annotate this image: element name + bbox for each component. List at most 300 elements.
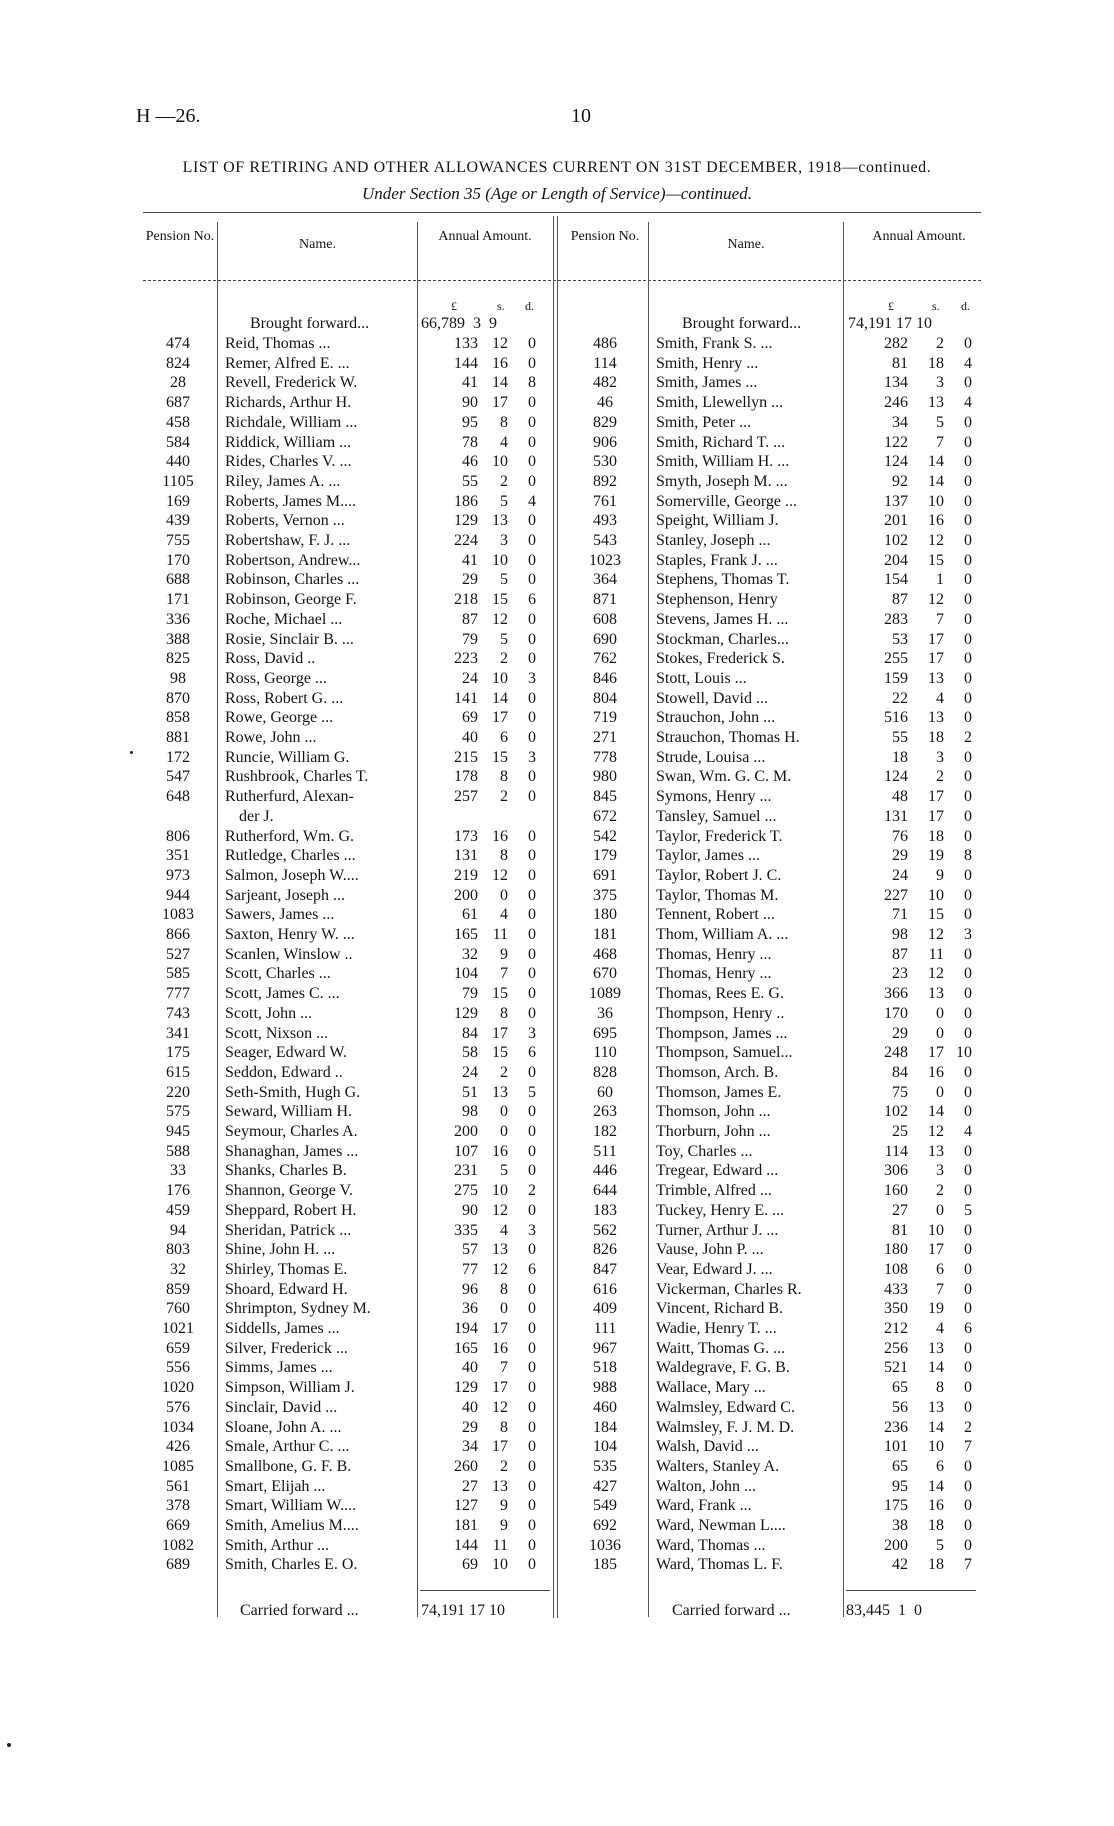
amount-pounds: 27 bbox=[462, 1477, 478, 1495]
amount-pounds: 46 bbox=[462, 453, 478, 471]
pensioner-name: Vickerman, Charles R. bbox=[656, 1280, 802, 1298]
amount-pounds: 25 bbox=[892, 1123, 908, 1140]
amount-pounds: 212 bbox=[884, 1320, 908, 1337]
amount-pence: 3 bbox=[964, 926, 972, 943]
pension-number: 1023 bbox=[589, 551, 621, 569]
amount-shillings: 5 bbox=[936, 413, 944, 431]
amount-pence: 0 bbox=[964, 748, 972, 766]
amount-shillings: 5 bbox=[500, 1162, 508, 1180]
amount-shillings: 3 bbox=[936, 1162, 944, 1180]
pension-number: 1089 bbox=[589, 985, 621, 1003]
pension-number: 777 bbox=[166, 985, 190, 1003]
pensioner-name: Roberts, Vernon ... bbox=[225, 512, 345, 530]
amount-pounds: 48 bbox=[892, 788, 908, 806]
amount-pounds: 79 bbox=[462, 985, 478, 1003]
pensioner-name: Thomson, Arch. B. bbox=[656, 1063, 779, 1081]
amount-shillings: 10 bbox=[928, 492, 944, 510]
pension-number: 615 bbox=[166, 1063, 190, 1081]
amount-shillings: 2 bbox=[500, 472, 508, 490]
pension-number: 1105 bbox=[162, 472, 194, 490]
amount-pence: 0 bbox=[528, 1300, 536, 1318]
pension-number: 691 bbox=[593, 866, 617, 884]
pensioner-name: Ross, Robert G. ... bbox=[225, 689, 344, 707]
amount-shillings: 7 bbox=[936, 433, 944, 451]
column-header-annual-amount: Annual Amount. bbox=[872, 229, 966, 244]
amount-pounds: 34 bbox=[892, 413, 908, 431]
amount-shillings: 2 bbox=[936, 1182, 944, 1200]
amount-pounds: 34 bbox=[462, 1438, 478, 1456]
amount-pence: 4 bbox=[964, 354, 972, 372]
amount-pence: 5 bbox=[528, 1083, 536, 1101]
amount-shillings: 6 bbox=[500, 729, 508, 746]
amount-pounds: 87 bbox=[892, 591, 908, 609]
amount-shillings: 4 bbox=[936, 689, 944, 707]
pension-number: 859 bbox=[166, 1280, 190, 1298]
center-double-rule bbox=[553, 216, 554, 1618]
page-title: LIST OF RETIRING AND OTHER ALLOWANCES CURRENT ON 31ST DECEMBER, 1918—continued. bbox=[182, 159, 932, 176]
amount-shillings: 12 bbox=[492, 335, 508, 352]
pension-number: 871 bbox=[593, 591, 617, 609]
amount-pounds: 350 bbox=[884, 1300, 908, 1318]
divider bbox=[417, 222, 418, 1617]
amount-pence: 0 bbox=[964, 610, 972, 628]
pension-number: 527 bbox=[166, 945, 190, 963]
amount-shillings: 13 bbox=[928, 985, 944, 1003]
amount-pence: 0 bbox=[528, 453, 536, 471]
amount-shillings: 4 bbox=[936, 1320, 944, 1337]
pension-number: 1021 bbox=[162, 1320, 194, 1337]
page-header bbox=[136, 105, 978, 135]
amount-pence: 0 bbox=[964, 1221, 972, 1239]
pension-number: 829 bbox=[593, 413, 617, 431]
pension-number: 351 bbox=[166, 847, 190, 865]
pensioner-name: Sinclair, David ... bbox=[225, 1398, 338, 1416]
amount-pounds: 55 bbox=[462, 472, 478, 490]
amount-shillings: 10 bbox=[492, 669, 508, 687]
amount-pence: 0 bbox=[964, 650, 972, 668]
pensioner-name: Seward, William H. bbox=[225, 1103, 353, 1121]
pension-number: 110 bbox=[593, 1044, 617, 1062]
pensioner-name: Rowe, John ... bbox=[225, 729, 317, 746]
pensioner-name: Stowell, David ... bbox=[656, 689, 768, 707]
amount-pence: 8 bbox=[528, 374, 536, 392]
pension-number: 644 bbox=[593, 1182, 617, 1200]
pensioner-name: Thompson, Henry .. bbox=[656, 1004, 785, 1022]
amount-pence: 0 bbox=[964, 788, 972, 806]
amount-pence: 0 bbox=[964, 591, 972, 609]
amount-shillings: 8 bbox=[500, 1004, 508, 1022]
amount-shillings: 2 bbox=[936, 768, 944, 786]
amount-shillings: 8 bbox=[500, 1280, 508, 1298]
pension-number: 172 bbox=[166, 748, 190, 766]
amount-pence: 0 bbox=[964, 807, 972, 825]
amount-pence: 4 bbox=[964, 394, 972, 412]
amount-pounds: 248 bbox=[884, 1044, 908, 1062]
amount-pence: 0 bbox=[964, 1142, 972, 1160]
amount-shillings: 2 bbox=[500, 650, 508, 668]
pensioner-name: Smith, Frank S. ... bbox=[656, 335, 773, 352]
amount-pounds: 65 bbox=[892, 1457, 908, 1475]
amount-shillings: 16 bbox=[928, 512, 944, 530]
pensioner-name: Scanlen, Winslow .. bbox=[225, 945, 353, 963]
pension-number: 183 bbox=[593, 1201, 617, 1219]
pensioner-name: Taylor, Frederick T. bbox=[656, 827, 783, 845]
pensioner-name: Waldegrave, F. G. B. bbox=[656, 1359, 790, 1377]
pensioner-name: Thomas, Henry ... bbox=[656, 965, 772, 983]
amount-pence: 0 bbox=[528, 945, 536, 963]
amount-pence: 0 bbox=[964, 1359, 972, 1377]
pension-number: 576 bbox=[166, 1398, 190, 1416]
pension-number: 892 bbox=[593, 472, 617, 490]
amount-pence: 0 bbox=[528, 1123, 536, 1140]
pension-number: 482 bbox=[593, 374, 617, 392]
amount-pounds: 160 bbox=[884, 1182, 908, 1200]
amount-pence: 0 bbox=[528, 354, 536, 372]
amount-pence: 4 bbox=[528, 492, 536, 510]
amount-pence: 0 bbox=[964, 866, 972, 884]
pension-number: 585 bbox=[166, 965, 190, 983]
amount-shillings: 10 bbox=[928, 1221, 944, 1239]
amount-shillings: 7 bbox=[936, 610, 944, 628]
amount-pounds: 215 bbox=[454, 748, 478, 766]
amount-shillings: 14 bbox=[492, 689, 508, 707]
pensioner-name: Stanley, Joseph ... bbox=[656, 532, 771, 549]
pensioner-name: Remer, Alfred E. ... bbox=[225, 354, 350, 372]
pension-number: 825 bbox=[166, 650, 190, 668]
pensioner-name: Rutherford, Wm. G. bbox=[225, 827, 355, 845]
pension-number: 743 bbox=[166, 1004, 190, 1022]
amount-shillings: 5 bbox=[500, 492, 508, 510]
brought-forward-label: Brought forward... bbox=[682, 315, 802, 332]
amount-pence: 0 bbox=[964, 512, 972, 530]
pension-number: 760 bbox=[166, 1300, 190, 1318]
amount-shillings: 10 bbox=[928, 886, 944, 904]
amount-pence: 0 bbox=[528, 394, 536, 412]
amount-pounds: 516 bbox=[884, 709, 908, 727]
amount-pounds: 79 bbox=[462, 630, 478, 648]
amount-pounds: 102 bbox=[884, 1103, 908, 1121]
pensioner-name: Thorburn, John ... bbox=[656, 1123, 771, 1140]
pension-number: 180 bbox=[593, 906, 617, 924]
pensioner-name: Reid, Thomas ... bbox=[225, 335, 331, 352]
carried-forward-label: Carried forward ... bbox=[672, 1602, 791, 1619]
pension-number: 220 bbox=[166, 1083, 190, 1101]
pension-number: 175 bbox=[166, 1044, 190, 1062]
pension-number: 1083 bbox=[162, 906, 194, 924]
pension-number: 616 bbox=[593, 1280, 617, 1298]
pension-number: 530 bbox=[593, 453, 617, 471]
pension-number: 518 bbox=[593, 1359, 617, 1377]
amount-pence bbox=[496, 807, 536, 827]
amount-pence: 7 bbox=[964, 1556, 972, 1574]
amount-pence: 0 bbox=[964, 1517, 972, 1534]
pension-number: 778 bbox=[593, 748, 617, 766]
pension-number: 670 bbox=[593, 965, 617, 983]
amount-shillings: 15 bbox=[492, 985, 508, 1003]
pension-number: 690 bbox=[593, 630, 617, 648]
pension-number: 271 bbox=[593, 729, 617, 746]
pensioner-name: Smale, Arthur C. ... bbox=[225, 1438, 350, 1456]
amount-shillings: 13 bbox=[928, 1398, 944, 1416]
pension-number: 388 bbox=[166, 630, 190, 648]
pensioner-name: der J. bbox=[239, 807, 274, 825]
pension-number: 176 bbox=[166, 1182, 190, 1200]
amount-shillings: 14 bbox=[928, 1418, 944, 1436]
pensioner-name: Tansley, Samuel ... bbox=[656, 807, 777, 825]
pension-number: 648 bbox=[166, 788, 190, 806]
amount-pounds: 165 bbox=[454, 926, 478, 943]
amount-shillings: 18 bbox=[928, 729, 944, 746]
pension-number: 761 bbox=[593, 492, 617, 510]
amount-shillings: 11 bbox=[492, 926, 508, 943]
amount-shillings: 15 bbox=[492, 748, 508, 766]
amount-pence: 0 bbox=[964, 551, 972, 569]
pensioner-name: Shirley, Thomas E. bbox=[225, 1260, 348, 1278]
pensioner-name: Simpson, William J. bbox=[225, 1379, 355, 1397]
pension-number: 179 bbox=[593, 847, 617, 865]
amount-pounds: 40 bbox=[462, 1359, 478, 1377]
pension-number: 36 bbox=[597, 1004, 613, 1022]
pension-number: 263 bbox=[593, 1103, 617, 1121]
amount-pence: 2 bbox=[964, 729, 972, 746]
pensioner-name: Shrimpton, Sydney M. bbox=[225, 1300, 371, 1318]
margin-mark bbox=[7, 1743, 11, 1747]
amount-pence: 0 bbox=[528, 433, 536, 451]
pension-number: 427 bbox=[593, 1477, 617, 1495]
amount-shillings: 11 bbox=[492, 1536, 508, 1554]
pensioner-name: Smith, Henry ... bbox=[656, 354, 759, 372]
amount-pounds: 95 bbox=[892, 1477, 908, 1495]
pensioner-name: Smith, Peter ... bbox=[656, 413, 752, 431]
pension-number: 575 bbox=[166, 1103, 190, 1121]
brought-forward-amount: 66,789 3 9 bbox=[421, 315, 497, 332]
pensioner-name: Smyth, Joseph M. ... bbox=[656, 472, 788, 490]
amount-shillings: 0 bbox=[500, 886, 508, 904]
amount-shillings: 8 bbox=[500, 768, 508, 786]
amount-shillings: 7 bbox=[936, 1280, 944, 1298]
amount-shillings: 13 bbox=[928, 669, 944, 687]
amount-pence: 0 bbox=[528, 1201, 536, 1219]
amount-shillings: 16 bbox=[492, 827, 508, 845]
amount-pence: 0 bbox=[964, 1536, 972, 1554]
amount-pounds: 65 bbox=[892, 1379, 908, 1397]
pensioner-name: Ward, Newman L.... bbox=[656, 1517, 786, 1534]
pensioner-name: Walters, Stanley A. bbox=[656, 1457, 780, 1475]
amount-shillings: 13 bbox=[492, 1241, 508, 1259]
pension-number: 695 bbox=[593, 1024, 617, 1042]
amount-pounds: 42 bbox=[892, 1556, 908, 1574]
amount-pence: 0 bbox=[528, 1438, 536, 1456]
pensioner-name: Scott, James C. ... bbox=[225, 985, 340, 1003]
amount-shillings: 2 bbox=[500, 1063, 508, 1081]
pensioner-name: Strauchon, John ... bbox=[656, 709, 776, 727]
divider bbox=[217, 222, 218, 1617]
pensioner-name: Tuckey, Henry E. ... bbox=[656, 1201, 785, 1219]
pensioner-name: Seth-Smith, Hugh G. bbox=[225, 1083, 361, 1101]
pension-number: 659 bbox=[166, 1339, 190, 1357]
amount-pounds: 137 bbox=[884, 492, 908, 510]
amount-shillings: 7 bbox=[500, 1359, 508, 1377]
carried-forward-amount: 83,445 1 0 bbox=[846, 1602, 922, 1619]
amount-shillings: 16 bbox=[492, 1339, 508, 1357]
amount-pence: 0 bbox=[964, 985, 972, 1003]
amount-pounds: 129 bbox=[454, 1379, 478, 1397]
amount-pence: 0 bbox=[964, 1103, 972, 1121]
amount-pence: 3 bbox=[528, 1221, 536, 1239]
pension-number: 1085 bbox=[162, 1457, 194, 1475]
amount-pence: 0 bbox=[528, 1477, 536, 1495]
amount-pence: 0 bbox=[964, 453, 972, 471]
amount-pence: 0 bbox=[964, 492, 972, 510]
pension-number: 28 bbox=[170, 374, 186, 392]
amount-pounds: 41 bbox=[462, 551, 478, 569]
pension-number: 755 bbox=[166, 532, 190, 549]
pension-number: 866 bbox=[166, 926, 190, 943]
amount-shillings: 8 bbox=[936, 1379, 944, 1397]
pension-number: 672 bbox=[593, 807, 617, 825]
pensioner-name: Trimble, Alfred ... bbox=[656, 1182, 772, 1200]
amount-pounds: 170 bbox=[884, 1004, 908, 1022]
pension-number: 1036 bbox=[589, 1536, 621, 1554]
pension-number: 561 bbox=[166, 1477, 190, 1495]
amount-shillings: 19 bbox=[928, 1300, 944, 1318]
pension-number: 689 bbox=[166, 1556, 190, 1574]
pension-number: 945 bbox=[166, 1123, 190, 1140]
pound-label: £ bbox=[888, 299, 894, 313]
amount-pounds: 181 bbox=[454, 1517, 478, 1534]
amount-pence: 5 bbox=[964, 1201, 972, 1219]
amount-shillings: 11 bbox=[928, 945, 944, 963]
amount-pence: 0 bbox=[964, 1063, 972, 1081]
amount-pence: 6 bbox=[964, 1320, 972, 1337]
amount-pence: 0 bbox=[964, 1339, 972, 1357]
amount-shillings: 0 bbox=[936, 1201, 944, 1219]
amount-pounds: 223 bbox=[454, 650, 478, 668]
amount-pounds: 84 bbox=[892, 1063, 908, 1081]
amount-shillings: 14 bbox=[928, 1359, 944, 1377]
amount-pence: 0 bbox=[528, 1418, 536, 1436]
amount-pence: 0 bbox=[528, 866, 536, 884]
amount-pence: 0 bbox=[528, 709, 536, 727]
amount-pounds: 23 bbox=[892, 965, 908, 983]
pension-number: 881 bbox=[166, 729, 190, 746]
amount-pounds: 81 bbox=[892, 354, 908, 372]
amount-pence: 0 bbox=[528, 1103, 536, 1121]
pension-number: 32 bbox=[170, 1260, 186, 1278]
amount-pounds: 134 bbox=[884, 374, 908, 392]
amount-shillings: 8 bbox=[500, 847, 508, 865]
amount-shillings: 16 bbox=[928, 1063, 944, 1081]
carried-forward-label: Carried forward ... bbox=[240, 1602, 359, 1619]
pensioner-name: Smith, Amelius M.... bbox=[225, 1517, 359, 1534]
pensioner-name: Seymour, Charles A. bbox=[225, 1123, 358, 1140]
amount-pence: 2 bbox=[528, 1182, 536, 1200]
table-top-rule bbox=[143, 212, 981, 213]
amount-pence: 0 bbox=[528, 1162, 536, 1180]
pensioner-name: Toy, Charles ... bbox=[656, 1142, 753, 1160]
pensioner-name: Smart, William W.... bbox=[225, 1497, 357, 1515]
amount-shillings: 17 bbox=[928, 630, 944, 648]
amount-pounds: 29 bbox=[462, 571, 478, 589]
amount-pounds: 144 bbox=[454, 354, 478, 372]
pensioner-name: Shannon, George V. bbox=[225, 1182, 353, 1200]
amount-pounds: 27 bbox=[892, 1201, 908, 1219]
pensioner-name: Roche, Michael ... bbox=[225, 610, 343, 628]
amount-pence: 0 bbox=[528, 630, 536, 648]
amount-shillings: 16 bbox=[492, 354, 508, 372]
amount-pence: 0 bbox=[528, 1457, 536, 1475]
amount-pence: 0 bbox=[964, 1241, 972, 1259]
amount-pence: 0 bbox=[964, 689, 972, 707]
pensioner-name: Scott, Nixson ... bbox=[225, 1024, 329, 1042]
pensioner-name: Ward, Frank ... bbox=[656, 1497, 752, 1515]
pensioner-name: Shanks, Charles B. bbox=[225, 1162, 347, 1180]
pension-number: 446 bbox=[593, 1162, 617, 1180]
amount-pence: 0 bbox=[528, 650, 536, 668]
amount-pounds: 84 bbox=[462, 1024, 478, 1042]
amount-pence: 0 bbox=[964, 1024, 972, 1042]
amount-pence: 0 bbox=[528, 1280, 536, 1298]
pension-number: 762 bbox=[593, 650, 617, 668]
pension-number: 111 bbox=[593, 1320, 617, 1337]
column-header-pension-no: Pension No. bbox=[145, 229, 215, 244]
amount-pounds: 218 bbox=[454, 591, 478, 609]
pension-number: 562 bbox=[593, 1221, 617, 1239]
pensioner-name: Swan, Wm. G. C. M. bbox=[656, 768, 792, 786]
pensioner-name: Ward, Thomas ... bbox=[656, 1536, 766, 1554]
amount-pounds: 36 bbox=[462, 1300, 478, 1318]
amount-pounds: 224 bbox=[454, 532, 478, 549]
pension-number: 967 bbox=[593, 1339, 617, 1357]
pensioner-name: Symons, Henry ... bbox=[656, 788, 772, 806]
amount-shillings: 17 bbox=[492, 709, 508, 727]
pension-number: 440 bbox=[166, 453, 190, 471]
amount-pounds: 175 bbox=[884, 1497, 908, 1515]
amount-shillings: 9 bbox=[500, 945, 508, 963]
pensioner-name: Thomas, Rees E. G. bbox=[656, 985, 784, 1003]
pension-number: 847 bbox=[593, 1260, 617, 1278]
pensioner-name: Thompson, Samuel... bbox=[656, 1044, 793, 1062]
pension-number: 846 bbox=[593, 669, 617, 687]
amount-shillings: 10 bbox=[492, 453, 508, 471]
amount-pounds: 77 bbox=[462, 1260, 478, 1278]
amount-pounds: 154 bbox=[884, 571, 908, 589]
amount-pounds: 200 bbox=[454, 886, 478, 904]
amount-pence: 10 bbox=[956, 1044, 972, 1062]
amount-pence: 0 bbox=[528, 1517, 536, 1534]
amount-pence: 0 bbox=[528, 532, 536, 549]
amount-pence: 0 bbox=[528, 689, 536, 707]
divider bbox=[843, 222, 844, 1617]
pensioner-name: Robertshaw, F. J. ... bbox=[225, 532, 351, 549]
amount-shillings: 9 bbox=[936, 866, 944, 884]
amount-shillings: 0 bbox=[936, 1004, 944, 1022]
pensioner-name: Stokes, Frederick S. bbox=[656, 650, 785, 668]
amount-shillings: 12 bbox=[928, 591, 944, 609]
pensioner-name: Riley, James A. ... bbox=[225, 472, 341, 490]
amount-pounds: 131 bbox=[454, 847, 478, 865]
pension-number: 803 bbox=[166, 1241, 190, 1259]
amount-pence: 4 bbox=[964, 1123, 972, 1140]
pensioner-name: Smallbone, G. F. B. bbox=[225, 1457, 352, 1475]
document-reference: H —26. bbox=[136, 105, 201, 127]
amount-shillings: 1 bbox=[936, 571, 944, 589]
pension-number: 114 bbox=[593, 354, 617, 372]
amount-pence: 0 bbox=[964, 413, 972, 431]
amount-pence: 3 bbox=[528, 1024, 536, 1042]
pension-number: 364 bbox=[593, 571, 617, 589]
pension-number: 458 bbox=[166, 413, 190, 431]
